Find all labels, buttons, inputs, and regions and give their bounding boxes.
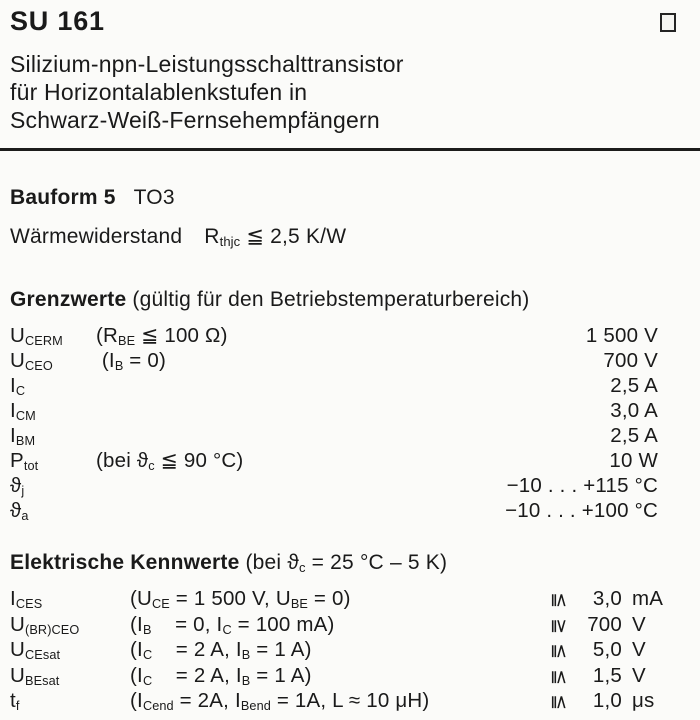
relation-symbol: ≦ (548, 669, 570, 686)
limit-row (10, 423, 658, 448)
test-condition: (bei $ϑ_c$ ≦ 90 °C) (96, 449, 244, 473)
limit-row (10, 448, 658, 473)
description-line: Schwarz-Weiß-Fernsehempfängern (10, 107, 380, 133)
test-condition (96, 498, 505, 523)
limits-subtitle: (gültig für den Betriebstemperaturbereich) (132, 288, 530, 311)
parameter-symbol: $I_{CES}$ (10, 587, 43, 611)
test-condition (96, 398, 610, 423)
corner-marker-icon (660, 13, 676, 32)
test-condition: $(I_B = 0)$ (96, 349, 166, 373)
char-row (10, 587, 676, 613)
characteristics-table (10, 587, 676, 715)
characteristic-unit: V (632, 612, 646, 636)
parameter-symbol: $U_{(BR)CEO}$ (10, 612, 80, 637)
title-divider (0, 148, 700, 151)
parameter-symbol: $ϑ_a$ (10, 499, 29, 523)
characteristic-unit: mA (632, 587, 664, 610)
part-number: SU 161 (10, 6, 105, 36)
parameter-symbol: $I_{CM}$ (10, 399, 36, 423)
characteristic-unit: μs (632, 689, 655, 713)
device-description (10, 50, 700, 134)
bauform-label: Bauform 5 (10, 186, 116, 209)
limit-row (10, 373, 658, 398)
limit-row (10, 323, 658, 348)
relation-symbol: ≦ (548, 643, 570, 660)
char-row (10, 664, 676, 690)
parameter-symbol: $U_{CEO}$ (10, 349, 53, 373)
characteristic-unit: V (632, 638, 646, 662)
limit-value: 10 W (609, 449, 658, 472)
relation-symbol: ≧ (548, 617, 570, 634)
description-line: Silizium-npn-Leistungsschalttransistor (10, 51, 404, 77)
char-row (10, 613, 676, 639)
limit-value: −10 . . . +100 °C (505, 499, 658, 522)
char-row (10, 638, 676, 664)
characteristic-unit: V (632, 663, 646, 687)
limit-value: −10 . . . +115 °C (506, 474, 658, 497)
parameter-symbol: $P_{tot}$ (10, 449, 39, 473)
thermal-label: Wärmewiderstand (10, 225, 183, 248)
parameter-symbol: $I_C$ (10, 374, 26, 398)
limit-row (10, 473, 658, 498)
test-condition (96, 423, 610, 448)
limit-row (10, 348, 658, 373)
limit-value: 1 500 V (585, 324, 658, 347)
characteristic-value: 3,0 (592, 587, 622, 610)
package-line (10, 187, 700, 209)
test-condition: ($R_{BE}$ ≦ 100 Ω) (96, 324, 228, 348)
limit-value: 2,5 A (610, 424, 658, 447)
characteristic-value: 1,0 (592, 689, 622, 713)
parameter-symbol: $ϑ_j$ (10, 474, 25, 498)
relation-symbol: ≦ (548, 592, 570, 609)
limits-table (10, 323, 658, 523)
test-condition: ($U_{CE} = 1$ 500 V, $U_{BE} = 0$) (130, 587, 351, 611)
limit-value: 700 V (603, 349, 658, 372)
test-condition: ($I_C$ = 2 A, $I_B = 1$ A) (130, 638, 312, 662)
limit-value: 3,0 A (610, 399, 658, 422)
characteristics-title: Elektrische Kennwerte (10, 551, 240, 574)
limit-value: 2,5 A (610, 374, 658, 397)
characteristics-section-heading (10, 551, 700, 574)
test-condition: ($I_{Cend} = 2A$, $I_{Bend} = 1A$, L ≈ 10 μH) (130, 689, 430, 714)
parameter-symbol: $U_{BEsat}$ (10, 663, 60, 688)
description-line: für Horizontalablenkstufen in (10, 79, 308, 105)
characteristic-value: 1,5 (592, 663, 622, 687)
test-condition (96, 373, 610, 398)
parameter-symbol: $t_f$ (10, 689, 20, 714)
limit-row (10, 398, 658, 423)
thermal-resistance-line (10, 226, 700, 248)
parameter-symbol: $I_{BM}$ (10, 424, 36, 448)
limits-title: Grenzwerte (10, 288, 127, 311)
test-condition (96, 473, 507, 498)
parameter-symbol: $U_{CERM}$ (10, 324, 63, 348)
characteristic-value: 5,0 (592, 638, 622, 662)
char-row (10, 689, 676, 715)
characteristic-value: 700 (587, 612, 622, 636)
thermal-value: $R_{thjc}$ ≦ 2,5 K/W (204, 225, 347, 249)
characteristics-subtitle: (bei $ϑ_c = 25$ °C – 5 K) (245, 551, 448, 575)
package-outline: TO3 (133, 186, 175, 209)
test-condition: ($I_C$ = 2 A, $I_B = 1$ A) (130, 663, 312, 688)
limit-row (10, 498, 658, 523)
parameter-symbol: $U_{CEsat}$ (10, 638, 61, 662)
limits-section-heading (10, 288, 700, 311)
test-condition: ($I_B$ = 0, $I_C = 100$ mA) (130, 612, 335, 637)
relation-symbol: ≦ (548, 694, 570, 711)
